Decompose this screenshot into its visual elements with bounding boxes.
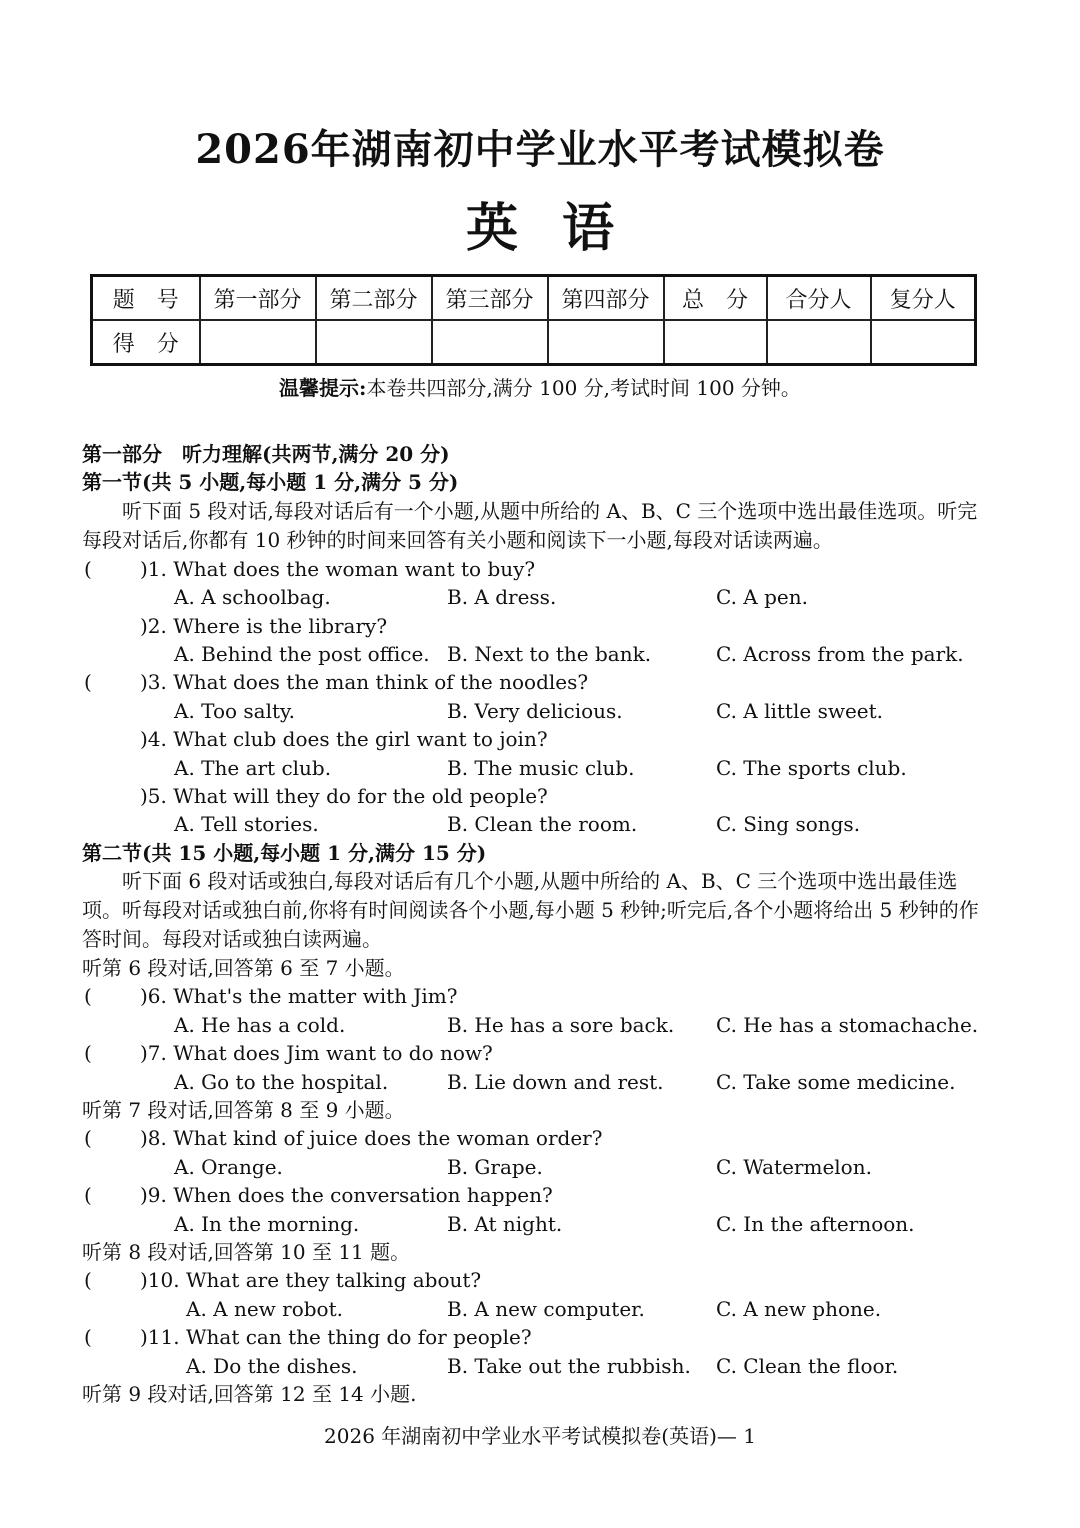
dialog-intro: 听第 7 段对话,回答第 8 至 9 小题。 <box>82 1098 405 1123</box>
option-b: B. The music club. <box>447 755 635 780</box>
question <box>82 782 992 810</box>
answer-paren[interactable]: ( <box>84 984 92 1009</box>
options-row <box>82 1068 992 1096</box>
option-b: B. Lie down and rest. <box>447 1069 664 1094</box>
question <box>82 1124 992 1152</box>
dialog-intro: 听第 9 段对话,回答第 12 至 14 小题. <box>82 1381 417 1406</box>
question-text: )7. What does Jim want to do now? <box>140 1041 493 1066</box>
exam-content <box>82 440 992 1408</box>
option-a: A. In the morning. <box>174 1211 360 1236</box>
subject-title: 英语 <box>465 198 658 259</box>
score-cell[interactable] <box>200 320 316 365</box>
score-table-header-row <box>92 276 976 321</box>
score-header-cell: 总 分 <box>664 276 767 321</box>
option-b: B. Clean the room. <box>447 812 638 837</box>
option-c: C. A pen. <box>716 585 808 610</box>
question <box>82 1039 992 1067</box>
option-a: A. Behind the post office. <box>174 641 430 666</box>
question-text: )3. What does the man think of the noodles? <box>140 670 589 695</box>
dialog-intro: 听第 6 段对话,回答第 6 至 7 小题。 <box>82 956 405 981</box>
option-b: B. A new computer. <box>447 1296 645 1321</box>
option-a: A. Too salty. <box>174 698 296 723</box>
score-header-cell: 合分人 <box>767 276 871 321</box>
option-b: B. Grape. <box>447 1154 543 1179</box>
question-text: )2. Where is the library? <box>140 613 388 638</box>
question <box>82 1181 992 1209</box>
option-c: C. Take some medicine. <box>716 1069 956 1094</box>
score-header-cell: 第四部分 <box>548 276 664 321</box>
option-c: C. Sing songs. <box>716 812 861 837</box>
option-c: C. Clean the floor. <box>716 1353 899 1378</box>
question-text: )4. What club does the girl want to join? <box>140 727 548 752</box>
option-a: A. Go to the hospital. <box>174 1069 389 1094</box>
part1-heading: 第一部分 听力理解(共两节,满分 20 分) <box>82 442 450 466</box>
score-cell[interactable] <box>432 320 548 365</box>
option-c: C. In the afternoon. <box>716 1211 915 1236</box>
dialog-intro: 听第 8 段对话,回答第 10 至 11 题。 <box>82 1239 411 1264</box>
option-c: C. A little sweet. <box>716 698 884 723</box>
options-row <box>82 1352 992 1380</box>
score-cell[interactable] <box>316 320 432 365</box>
question-text: )10. What are they talking about? <box>140 1268 482 1293</box>
question <box>82 725 992 753</box>
score-cell[interactable] <box>871 320 976 365</box>
options-row <box>82 1153 992 1181</box>
question-text: )11. What can the thing do for people? <box>140 1325 532 1350</box>
question-text: )1. What does the woman want to buy? <box>140 556 536 581</box>
question <box>82 668 992 696</box>
question <box>82 1323 992 1351</box>
answer-paren[interactable]: ( <box>84 1126 92 1151</box>
score-header-cell: 第三部分 <box>432 276 548 321</box>
score-header-cell: 题 号 <box>92 276 200 321</box>
option-c: C. Across from the park. <box>716 641 964 666</box>
question-text: )9. When does the conversation happen? <box>140 1183 553 1208</box>
answer-paren[interactable]: ( <box>84 670 92 695</box>
question-text: )5. What will they do for the old people? <box>140 783 548 808</box>
option-a: A. Do the dishes. <box>186 1353 358 1378</box>
options-row <box>82 1011 992 1039</box>
option-b: B. Very delicious. <box>447 698 623 723</box>
score-cell[interactable] <box>664 320 767 365</box>
tip-text: 本卷共四部分,满分 100 分,考试时间 100 分钟。 <box>366 376 801 400</box>
options-row <box>82 697 992 725</box>
option-a: A. The art club. <box>174 755 332 780</box>
score-cell[interactable] <box>767 320 871 365</box>
answer-paren[interactable]: ( <box>84 1325 92 1350</box>
exam-title: 2026年湖南初中学业水平考试模拟卷 <box>195 126 885 173</box>
score-table-score-row <box>92 320 976 365</box>
options-row <box>82 1210 992 1238</box>
page-footer: 2026 年湖南初中学业水平考试模拟卷(英语)— 1 <box>324 1424 756 1448</box>
options-row <box>82 1295 992 1323</box>
question-text: )6. What's the matter with Jim? <box>140 984 458 1009</box>
score-row-label: 得 分 <box>92 320 200 365</box>
option-a: A. He has a cold. <box>174 1012 346 1037</box>
options-row <box>82 754 992 782</box>
exam-tip <box>0 372 1080 401</box>
score-cell[interactable] <box>548 320 664 365</box>
option-a: A. A new robot. <box>186 1296 343 1321</box>
score-table <box>90 274 977 366</box>
section1-heading: 第一节(共 5 小题,每小题 1 分,满分 5 分) <box>82 470 459 495</box>
option-b: B. He has a sore back. <box>447 1012 675 1037</box>
option-b: B. Next to the bank. <box>447 641 652 666</box>
question <box>82 1266 992 1294</box>
options-row <box>82 583 992 611</box>
question <box>82 612 992 640</box>
question <box>82 982 992 1010</box>
option-c: C. A new phone. <box>716 1296 882 1321</box>
section2-heading: 第二节(共 15 小题,每小题 1 分,满分 15 分) <box>82 840 487 865</box>
section1-instructions: 听下面 5 段对话,每段对话后有一个小题,从题中所给的 A、B、C 三个选项中选出最佳选项。听完每段对话后,你都有 10 秒钟的时间来回答有关小题和阅读下一小题,每段对话读两遍。 <box>82 498 978 552</box>
answer-paren[interactable]: ( <box>84 1268 92 1293</box>
option-a: A. Tell stories. <box>174 812 319 837</box>
section2-instructions: 听下面 6 段对话或独白,每段对话后有几个小题,从题中所给的 A、B、C 三个选项中选出最佳选项。听每段对话或独白前,你将有时间阅读各个小题,每小题 5 秒钟;听完后,各个小题将给出 5 秒钟的作答时间。每段对话或独白读两遍。 <box>82 869 979 952</box>
options-row <box>82 810 992 838</box>
option-b: B. Take out the rubbish. <box>447 1353 691 1378</box>
question <box>82 555 992 583</box>
option-b: B. A dress. <box>447 585 557 610</box>
answer-paren[interactable]: ( <box>84 1041 92 1066</box>
option-a: A. A schoolbag. <box>174 585 331 610</box>
option-b: B. At night. <box>447 1211 563 1236</box>
tip-label: 温馨提示: <box>279 376 367 400</box>
option-a: A. Orange. <box>174 1154 283 1179</box>
question-text: )8. What kind of juice does the woman order? <box>140 1126 603 1151</box>
score-header-cell: 第一部分 <box>200 276 316 321</box>
option-c: C. The sports club. <box>716 755 907 780</box>
answer-paren[interactable]: ( <box>84 1183 92 1208</box>
options-row <box>82 640 992 668</box>
option-c: C. Watermelon. <box>716 1154 872 1179</box>
option-c: C. He has a stomachache. <box>716 1012 979 1037</box>
score-header-cell: 第二部分 <box>316 276 432 321</box>
score-header-cell: 复分人 <box>871 276 976 321</box>
answer-paren[interactable]: ( <box>84 556 92 581</box>
